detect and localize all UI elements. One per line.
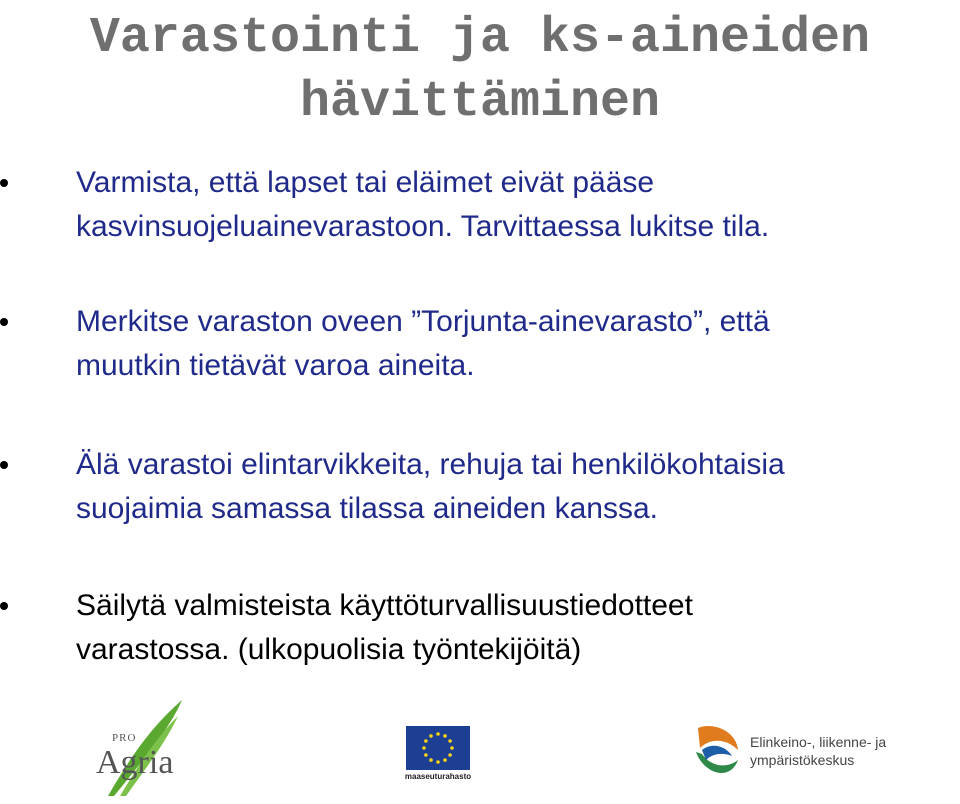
eu-logo (402, 726, 474, 788)
slide-title-line-2: hävittäminen (299, 74, 661, 131)
eu-star-icon (424, 753, 428, 757)
bullet-text-line: varastossa. (ulkopuolisia työntekijöitä) (76, 633, 582, 666)
bullet-text-line: Säilytä valmisteista käyttöturvallisuustiedotteet (76, 589, 693, 622)
eu-star-icon (443, 758, 447, 762)
bullet-dot-icon (0, 318, 8, 326)
footer-logos (0, 690, 960, 804)
eu-star-icon (450, 746, 454, 750)
eu-star-icon (422, 746, 426, 750)
ely-name-line-1: Elinkeino-, liikenne- ja (750, 734, 887, 750)
bullet-text-line: Merkitse varaston oveen ”Torjunta-ainevarasto”, että (76, 305, 770, 338)
bullet-item (76, 161, 956, 249)
eu-star-icon (448, 753, 452, 757)
bullet-text-line: Varmista, että lapset tai eläimet eivät pääse (76, 166, 655, 199)
eu-star-icon (436, 760, 440, 764)
eu-star-icon (436, 732, 440, 736)
eu-star-icon (429, 758, 433, 762)
eu-star-icon (443, 734, 447, 738)
bullet-dot-icon (0, 179, 8, 187)
ely-name-line-2: ympäristökeskus (750, 752, 855, 768)
proagria-logo (90, 698, 190, 798)
bullet-dot-icon (0, 461, 8, 469)
bullet-text-line: kasvinsuojeluainevarastoon. Tarvittaessa lukitse tila. (76, 210, 770, 243)
bullet-text-line: muutkin tietävät varoa aineita. (76, 349, 475, 382)
eu-flag-icon (402, 726, 474, 776)
proagria-pro-text: PRO (112, 732, 137, 744)
eu-star-icon (448, 739, 452, 743)
bullet-text-line: Älä varastoi elintarvikkeita, rehuja tai henkilökohtaisia (76, 448, 785, 481)
bullet-text-line: suojaimia samassa tilassa aineiden kanssa. (76, 492, 658, 525)
bullet-item (76, 443, 956, 531)
bullet-item (76, 300, 956, 388)
proagria-name-text: Agria (96, 744, 174, 781)
ely-logo (692, 724, 952, 794)
eu-caption-text: maaseuturahasto (404, 772, 472, 781)
eu-star-icon (424, 739, 428, 743)
ely-symbol-icon (692, 724, 742, 780)
eu-star-icon (429, 734, 433, 738)
slide-title-line-1: Varastointi ja ks-aineiden (89, 10, 871, 67)
bullet-dot-icon (0, 602, 8, 610)
bullet-item (76, 584, 956, 672)
